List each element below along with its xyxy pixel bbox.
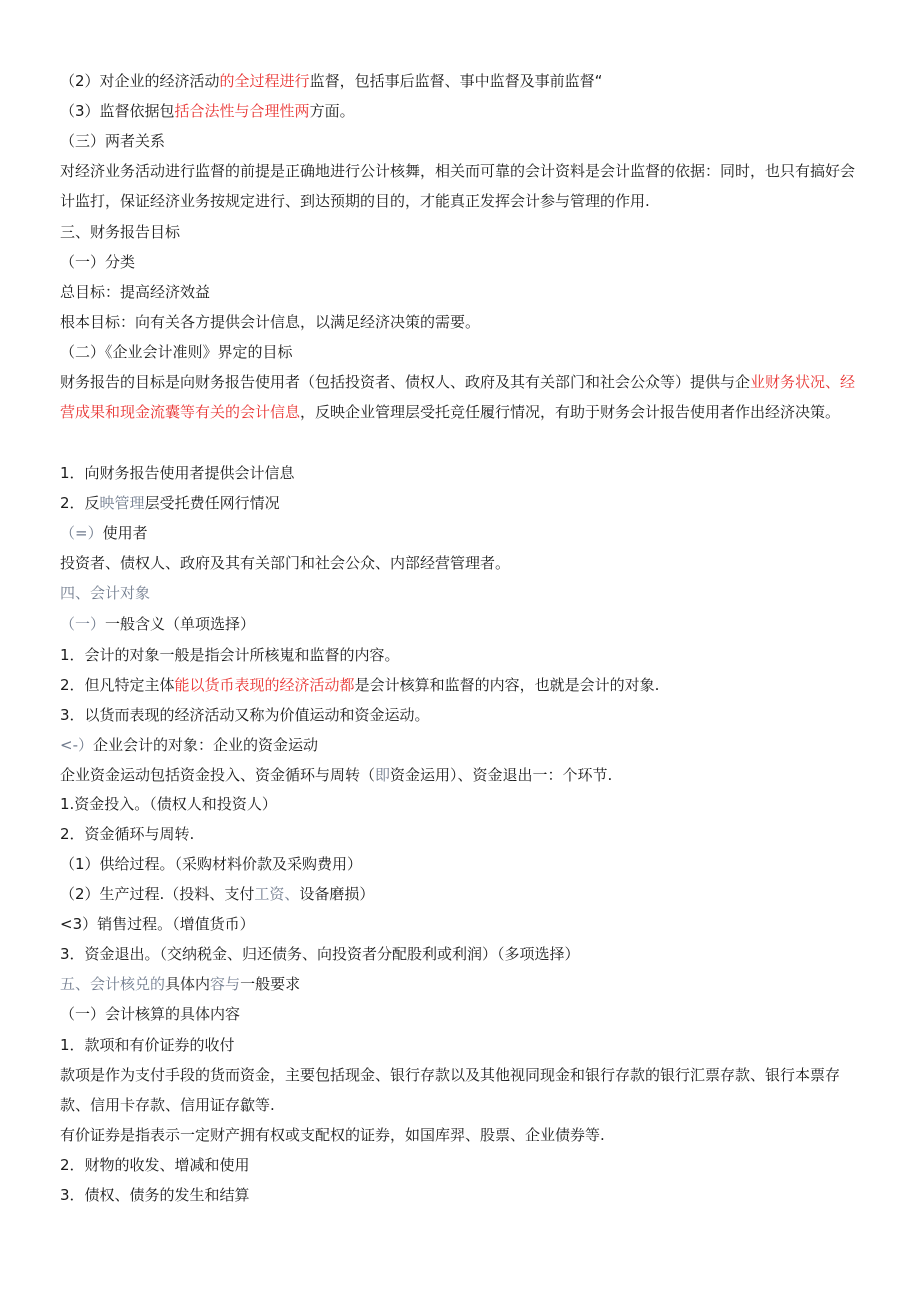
heading-enterprise-object: <-）企业会计的对象：企业的资金运动 <box>60 736 318 754</box>
heading-section-5: 五、会计核兑的具体内容与一般要求 <box>60 975 301 993</box>
para-overall-goal: 总目标：提高经济效益 <box>60 283 211 301</box>
heading-section-4: 四、会计对象 <box>60 584 151 602</box>
list-item-object-3: 3．以货而表现的经济活动又称为价值运动和资金运动。 <box>60 706 430 724</box>
heading-classification: （一）分类 <box>60 253 136 271</box>
list-item-cash-securities: 1．款项和有价证券的收付 <box>60 1036 235 1054</box>
list-item-capital-input: 1.资金投入。（债权人和投资人） <box>60 795 277 813</box>
sub-item-supply: （1）供给过程。（采购材料价款及采购费用） <box>60 855 363 873</box>
heading-general-meaning: （一）一般含义（单项选择） <box>60 615 256 633</box>
list-item-object-1: 1．会计的对象一般是指会计所核嵬和监督的内容。 <box>60 646 400 664</box>
list-item-capital-cycle: 2．资金循环与周转. <box>60 825 195 843</box>
list-item-object-2: 2．但凡特定主体能以货币表现的经济活动都是会计核算和监督的内容，也就是会计的对象. <box>60 676 660 694</box>
sub-item-production: （2）生产过程.（投料、支付工资、设备磨损） <box>60 885 375 903</box>
list-item-debts: 3．债权、债务的发生和结算 <box>60 1186 250 1204</box>
heading-accounting-content: （一）会计核算的具体内容 <box>60 1005 241 1023</box>
para-report-goal: 财务报告的目标是向财务报告使用者（包括投资者、债权人、政府及其有关部门和社会公众等）提供与企业财务状况、经营成果和现金流囊等有关的会计信息，反映企业管理层受托竞任履行情况，有助于财务会计报告使用者作出经济决策。 <box>60 373 856 421</box>
para-supervision-basis: （3）监督依据包括合法性与合理性两方面。 <box>60 102 355 120</box>
para-supervision-scope: （2）对企业的经济活动的全过程进行监督，包括事后监督、事中监督及事前监督“ <box>60 72 603 90</box>
list-item-reflect-management: 2．反映管理层受托费任网行情况 <box>60 494 280 512</box>
para-users: 投资者、债权人、政府及其有关部门和社会公众、内部经营管理者。 <box>60 554 511 572</box>
para-relationship: 对经济业务活动进行监督的前提是正确地进行公计核舞，相关而可靠的会计资料是会计监督的依据：同时，也只有搞好会计监打，保证经济业务按规定进行、到达预期的目的，才能真正发挥会计参与管理的作用. <box>60 162 856 210</box>
heading-relationship: （三）两者关系 <box>60 132 166 150</box>
para-securities-definition: 有价证券是指表示一定财产拥有权或支配权的证券，如国库羿、股票、企业债券等. <box>60 1126 605 1144</box>
list-item-property: 2．财物的收发、增减和使用 <box>60 1156 250 1174</box>
list-item-capital-exit: 3．资金退出。（交纳税金、归还债务、向投资者分配股利或利润）（多项选择） <box>60 945 580 963</box>
para-fundamental-goal: 根本目标：向有关各方提供会计信息，以满足经济决策的需要。 <box>60 313 481 331</box>
heading-users: （=）使用者 <box>60 524 148 542</box>
list-item-provide-info: 1．向财务报告使用者提供会计信息 <box>60 464 295 482</box>
para-cash-definition: 款项是作为支付手段的货而资金，主要包括现金、银行存款以及其他视同现金和银行存款的银行汇票存款、银行本票存款、信用卡存款、信用证存歙等. <box>60 1066 841 1114</box>
sub-item-sales: <3）销售过程。（增值货币） <box>60 915 255 933</box>
para-capital-movement: 企业资金运动包括资金投入、资金循环与周转（即资金运用）、资金退出一：个环节. <box>60 766 613 784</box>
heading-standards-goal: （二）《企业会计准则》界定的目标 <box>60 343 293 361</box>
heading-section-3: 三、财务报告目标 <box>60 223 181 241</box>
